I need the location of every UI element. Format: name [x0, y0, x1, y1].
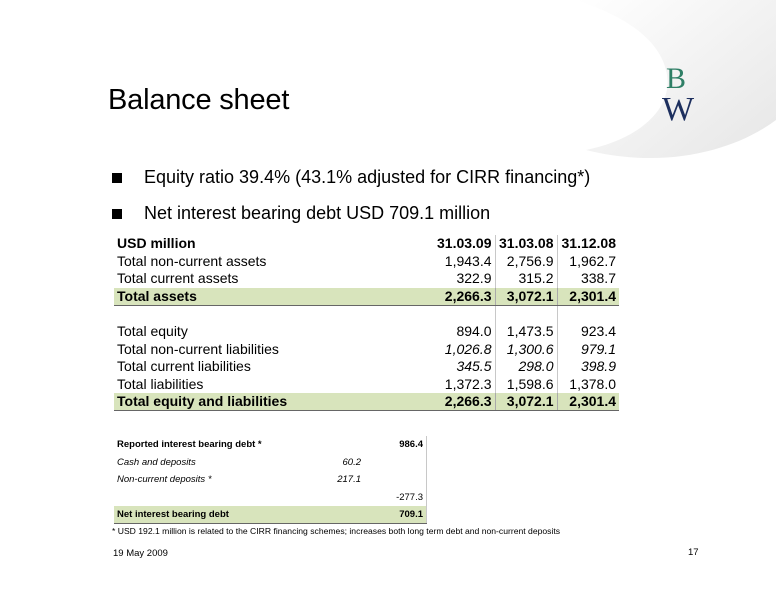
- row-label: Reported interest bearing debt *: [117, 439, 262, 451]
- header-col: 31.03.09: [433, 235, 495, 253]
- cell: 345.5: [433, 358, 495, 376]
- table-total-row: [114, 288, 619, 306]
- net-interest-bearing-debt-table: [114, 436, 427, 524]
- cell: 2,301.4: [557, 393, 619, 411]
- footnote: * USD 192.1 million is related to the CIRR financing schemes; increases both long term debt and non-current deposits: [112, 526, 561, 536]
- bullet-square-icon: [112, 209, 122, 219]
- bullet-net-debt: [112, 203, 490, 224]
- cell: 979.1: [580, 340, 616, 357]
- bullet-equity-ratio: [112, 167, 590, 188]
- table-total-row: [114, 506, 427, 524]
- cell: 1,026.8: [433, 341, 495, 359]
- table-row: [114, 376, 619, 394]
- cell: 338.7: [580, 270, 616, 287]
- header-col: 31.12.08: [561, 235, 616, 252]
- cell: 894.0: [433, 323, 495, 341]
- table-row: [114, 358, 619, 376]
- row-label: Total non-current liabilities: [117, 340, 279, 357]
- cell: 1,473.5: [495, 323, 557, 341]
- row-label: Total non-current assets: [117, 252, 267, 269]
- bw-logo-icon: [648, 60, 708, 124]
- header-col: 31.03.08: [495, 235, 557, 253]
- cell: 298.0: [495, 358, 557, 376]
- cell: 217.1: [337, 474, 361, 486]
- balance-sheet-table: [114, 235, 619, 411]
- row-label: Cash and deposits: [117, 456, 196, 468]
- cell: 1,943.4: [433, 253, 495, 271]
- row-label: Total equity: [117, 323, 188, 340]
- cell: 986.4: [364, 436, 427, 454]
- cell: 709.1: [364, 506, 427, 524]
- cell: 1,378.0: [569, 375, 616, 392]
- table-row: [114, 341, 619, 359]
- cell: 322.9: [433, 270, 495, 288]
- cell: 2,266.3: [433, 288, 495, 306]
- cell: 1,962.7: [569, 252, 616, 269]
- row-label: Total equity and liabilities: [114, 393, 433, 411]
- bullet-square-icon: [112, 173, 122, 183]
- cell: 3,072.1: [495, 288, 557, 306]
- row-label: Total current assets: [117, 270, 239, 287]
- slide-title: Balance sheet: [108, 84, 290, 116]
- cell: 2,266.3: [433, 393, 495, 411]
- cell: 315.2: [495, 270, 557, 288]
- table-row: [114, 253, 619, 271]
- row-label: Net interest bearing debt: [114, 506, 334, 524]
- page-number: 17: [688, 547, 699, 558]
- table-row: [114, 489, 427, 507]
- cell: 923.4: [580, 323, 616, 340]
- table-row: [114, 471, 427, 489]
- cell: 398.9: [580, 358, 616, 375]
- cell: 1,598.6: [495, 376, 557, 394]
- table-row: [114, 436, 427, 454]
- cell: 2,301.4: [557, 288, 619, 306]
- background-swoosh: [516, 0, 776, 180]
- row-label: Non-current deposits *: [117, 474, 212, 486]
- row-label: Total current liabilities: [117, 358, 251, 375]
- cell: 1,300.6: [495, 341, 557, 359]
- cell: 2,756.9: [495, 253, 557, 271]
- bullet-text: Net interest bearing debt USD 709.1 million: [144, 203, 491, 223]
- table-row: [114, 454, 427, 472]
- table-spacer-row: [114, 305, 619, 323]
- svg-text:B: B: [665, 62, 687, 95]
- svg-text:W: W: [661, 91, 695, 124]
- row-label: Total assets: [114, 288, 433, 306]
- table-row: [114, 270, 619, 288]
- table-header-row: [114, 235, 619, 253]
- table-total-row: [114, 393, 619, 411]
- cell: 60.2: [342, 456, 361, 468]
- slide-date: 19 May 2009: [113, 548, 168, 559]
- header-label: USD million: [117, 235, 196, 252]
- cell: 1,372.3: [433, 376, 495, 394]
- table-row: [114, 323, 619, 341]
- bullet-text: Equity ratio 39.4% (43.1% adjusted for CIRR financing*): [144, 167, 591, 187]
- row-label: Total liabilities: [117, 375, 204, 392]
- cell: -277.3: [364, 489, 427, 507]
- cell: 3,072.1: [495, 393, 557, 411]
